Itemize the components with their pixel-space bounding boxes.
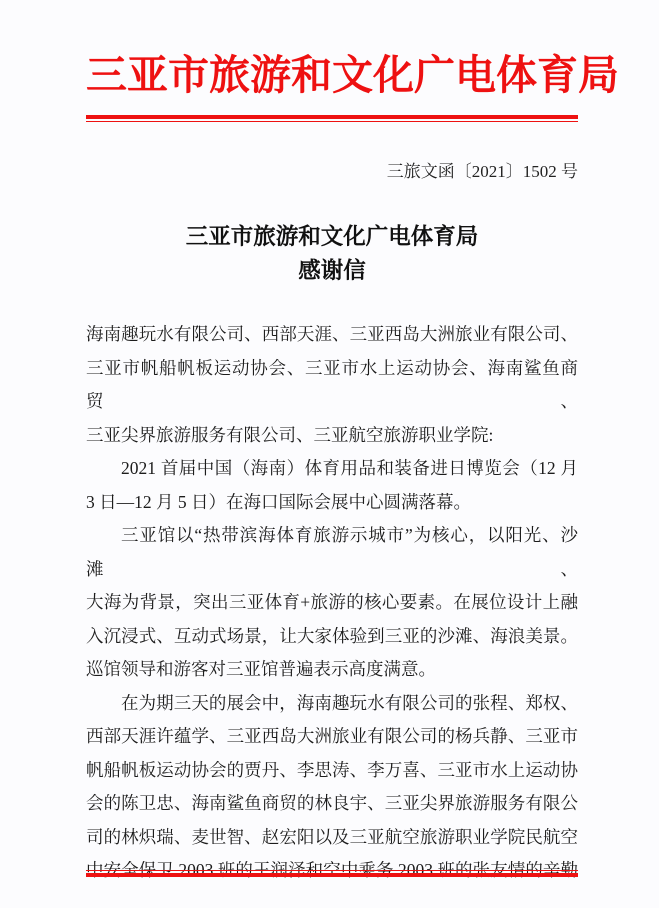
document-page: [0, 46, 659, 908]
letterhead-rule: [86, 115, 578, 122]
body-line: 在为期三天的展会中，海南趣玩水有限公司的张程、郑权、: [121, 692, 578, 713]
body-line: 入沉浸式、互动式场景，让大家体验到三亚的沙滩、海浪美景。: [86, 625, 578, 646]
footer-rule: [86, 870, 578, 877]
letter-body: [86, 318, 578, 888]
letterhead-agency-title: 三亚市旅游和文化广电体育局: [86, 52, 619, 98]
body-line: 三亚市帆船帆板运动协会、三亚市水上运动协会、海南鲨鱼商贸、: [86, 357, 578, 411]
body-line: 巡馆领导和游客对三亚馆普遍表示高度满意。: [86, 659, 436, 679]
body-line: 3 日—12 月 5 日）在海口国际会展中心圆满落幕。: [86, 491, 471, 512]
body-line: 2021 首届中国（海南）体育用品和装备进日博览会（12 月: [121, 458, 578, 478]
letter-title: [86, 220, 578, 288]
body-line: 会的陈卫忠、海南鲨鱼商贸的林良宇、三亚尖界旅游服务有限公: [86, 793, 578, 813]
letter-title-line1: 三亚市旅游和文化广电体育局: [185, 224, 479, 249]
body-line: 西部天涯许蕴学、三亚西岛大洲旅业有限公司的杨兵静、三亚市: [86, 726, 578, 746]
body-line: 帆船帆板运动协会的贾丹、李思涛、李万喜、三亚市水上运动协: [86, 759, 578, 780]
body-line: 司的林炽瑞、麦世智、赵宏阳以及三亚航空旅游职业学院民航空: [86, 826, 578, 847]
body-line: 海南趣玩水有限公司、西部天涯、三亚西岛大洲旅业有限公司、: [86, 324, 578, 344]
body-line: 大海为背景，突出三亚体育+旅游的核心要素。在展位设计上融: [86, 592, 578, 612]
body-line: 中安全保卫 2003 班的王润泽和空中乘务 2003 班的张友情的辛勤: [86, 860, 578, 880]
body-line: 三亚馆以“热带滨海体育旅游示城市”为核心，以阳光、沙滩、: [86, 525, 578, 579]
letter-title-line2: 感谢信: [298, 258, 366, 283]
body-line: 三亚尖界旅游服务有限公司、三亚航空旅游职业学院:: [86, 424, 494, 445]
document-number: 三旅文函〔2021〕1502 号: [386, 162, 578, 181]
